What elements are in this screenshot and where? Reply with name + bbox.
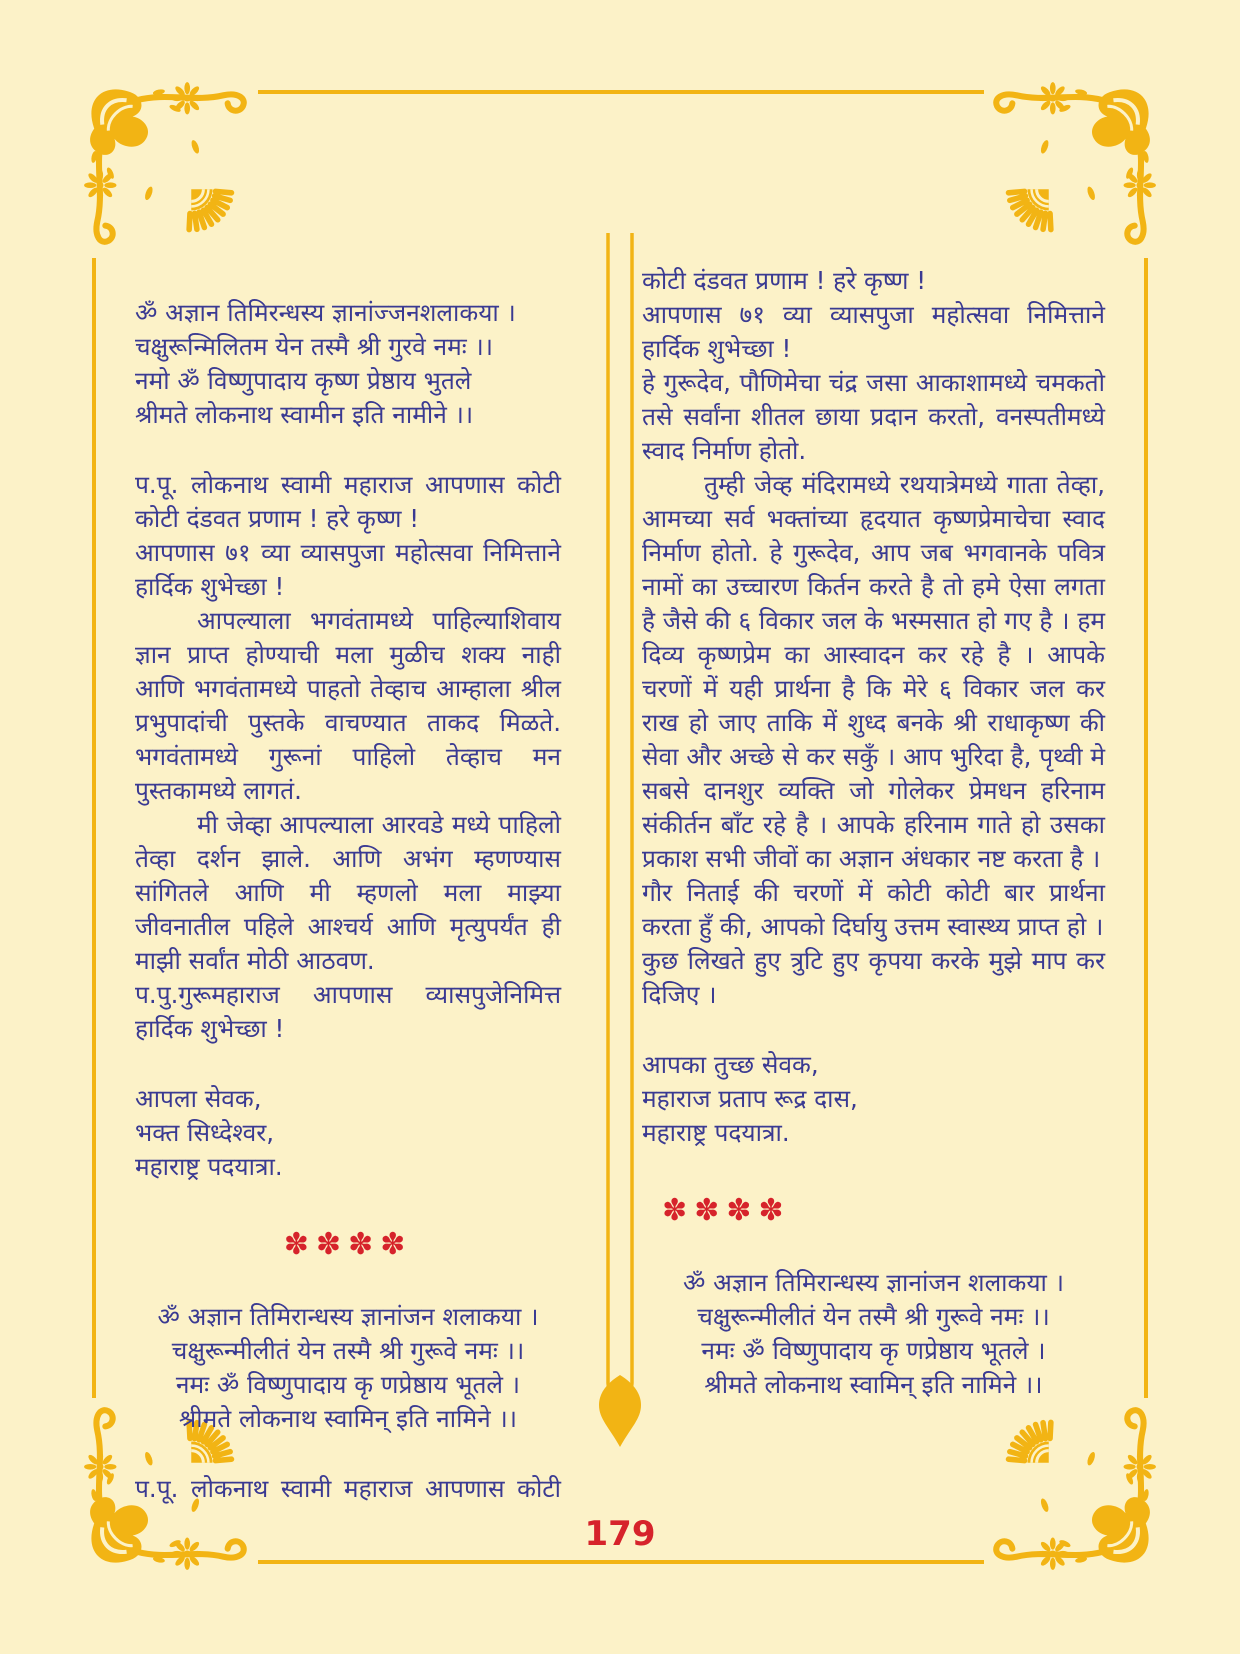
left-para-9: प.पू. लोकनाथ स्वामी महाराज आपणास कोटी	[135, 1474, 561, 1503]
page-number: 179	[584, 1514, 656, 1554]
left-para-1: प.पू. लोकनाथ स्वामी महाराज आपणास कोटी कोटी दंडवत प्रणाम ! हरे कृष्ण !	[135, 470, 561, 533]
text-line: श्रीमते लोकनाथ स्वामिन् इति नामिने ।।	[704, 1370, 1043, 1399]
right-para-5: कुछ लिखते हुए त्रुटि हुए कृपया करके मुझे माप कर दिजिए ।	[642, 946, 1105, 1009]
text-line: श्रीमते लोकनाथ स्वामिन् इति नामिने ।।	[178, 1404, 518, 1433]
right-para-0: कोटी दंडवत प्रणाम ! हरे कृष्ण !	[642, 266, 927, 295]
left-verse-0	[135, 296, 561, 432]
right-sign-6	[642, 1048, 1105, 1150]
text-line: नमो ॐ विष्णुपादाय कृष्ण प्रेष्ठाय भुतले	[135, 366, 472, 395]
text-line: भक्त सिध्देश्वर,	[135, 1118, 275, 1147]
right-para-4: गौर निताई की चरणों में कोटी कोटी बार प्रार्थना करता हुँ की, आपको दिर्घायु उत्तम स्वास्थ्य प्राप्त हो ।	[642, 878, 1105, 941]
text-line: महाराष्ट्र पदयात्रा.	[642, 1118, 790, 1147]
left-column	[135, 296, 561, 1506]
border-top-line	[258, 90, 984, 94]
border-left-line	[92, 258, 96, 1398]
text-line: चक्षुरून्मीलीतं येन तस्मै श्री गुरूवे नमः ।।	[171, 1336, 525, 1365]
right-verse-8	[642, 1266, 1105, 1402]
text-line: चक्षुरून्मीलीतं येन तस्मै श्री गुरूवे नमः ।।	[697, 1302, 1050, 1331]
border-bottom-line	[258, 1560, 984, 1564]
right-para-3: तुम्ही जेव्ह मंदिरामध्ये रथयात्रेमध्ये गाता तेव्हा, आमच्या सर्व भक्तांच्या हृदयात कृष्णप्रेमाचेचा स्वाद निर्माण होतो. हे गुरूदेव, आप जब भगवानके पवित्र नामों का उच्चारण किर्तन करते है तो हमे ऐसा लगता है जैसे की ६ विकार जल के भस्मसात हो गए है । हम दिव्य कृष्णप्रेम का आस्वादन कर रहे है । आपके चरणों में यही प्रार्थना है कि मेरे ६ विकार जल कर राख हो जाए ताकि में शुध्द बनके श्री राधाकृष्ण की सेवा और अच्छे से कर सकुँ । आप भुरिदा है, पृथ्वी मे सबसे दानशुर व्यक्ति जो गोलेकर प्रेमधन हरिनाम संकीर्तन बाँट रहे है । आपके हरिनाम गाते हो उसका प्रकाश सभी जीवों का अज्ञान अंधकार नष्ट करता है ।	[642, 470, 1105, 873]
right-para-2: हे गुरूदेव, पौणिमेचा चंद्र जसा आकाशामध्ये चमकतो तसे सर्वांना शीतल छाया प्रदान करतो, वनस्पतीमध्ये स्वाद निर्माण होतो.	[642, 368, 1105, 465]
corner-ornament-top-left-icon	[74, 72, 260, 258]
left-sep-7: ✽✽✽✽	[283, 1227, 413, 1262]
text-line: महाराज प्रताप रूद्र दास,	[642, 1084, 858, 1113]
border-right-line	[1144, 258, 1148, 1398]
text-line: ॐ अज्ञान तिमिरान्धस्य ज्ञानांजन शलाकया ।	[683, 1268, 1064, 1297]
text-line: ॐ अज्ञान तिमिरान्धस्य ज्ञानांजन शलाकया ।	[157, 1302, 539, 1331]
text-line: महाराष्ट्र पदयात्रा.	[135, 1152, 283, 1181]
corner-ornament-top-right-icon	[980, 72, 1166, 258]
left-verse-8	[135, 1300, 561, 1436]
text-line: ॐ अज्ञान तिमिरन्धस्य ज्ञानांज्जनशलाकया ।	[135, 298, 516, 327]
column-divider-drop-icon	[592, 233, 648, 1448]
left-para-3: आपल्याला भगवंतामध्ये पाहिल्याशिवाय ज्ञान प्राप्त होण्याची मला मुळीच शक्य नाही आणि भगवंतामध्ये पाहतो तेव्हाच आम्हाला श्रील प्रभुपादांची पुस्तके वाचण्यात ताकद मिळते. भगवंतामध्ये गुरूनां पाहिलो तेव्हाच मन पुस्तकामध्ये लागतं.	[135, 606, 561, 805]
text-line: नमः ॐ विष्णुपादाय कृ णप्रेष्ठाय भूतले ।	[701, 1336, 1046, 1365]
text-line: चक्षुरून्मिलितम येन तस्मै श्री गुरवे नमः ।।	[135, 332, 494, 361]
text-line: श्रीमते लोकनाथ स्वामीन इति नामीने ।।	[135, 400, 474, 429]
right-para-1: आपणास ७१ व्या व्यासपुजा महोत्सवा निमित्ताने हार्दिक शुभेच्छा !	[642, 300, 1105, 363]
right-sep-7: ✽✽✽✽	[662, 1193, 791, 1228]
left-para-5: प.पु.गुरूमहाराज आपणास व्यासपुजेनिमित्त हार्दिक शुभेच्छा !	[135, 980, 561, 1043]
left-para-4: मी जेव्हा आपल्याला आरवडे मध्ये पाहिलो तेव्हा दर्शन झाले. आणि अभंग म्हणण्यास सांगितले आणि मी म्हणलो मला माझ्या जीवनातील पहिले आश्चर्य आणि मृत्युपर्यंत ही माझी सर्वांत मोठी आठवण.	[135, 810, 561, 975]
text-line: आपका तुच्छ सेवक,	[642, 1050, 819, 1079]
right-column	[642, 264, 1105, 1438]
left-para-2: आपणास ७१ व्या व्यासपुजा महोत्सवा निमित्ताने हार्दिक शुभेच्छा !	[135, 538, 561, 601]
left-sign-6	[135, 1082, 561, 1184]
text-line: आपला सेवक,	[135, 1084, 262, 1113]
text-line: नमः ॐ विष्णुपादाय कृ णप्रेष्ठाय भूतले ।	[175, 1370, 521, 1399]
